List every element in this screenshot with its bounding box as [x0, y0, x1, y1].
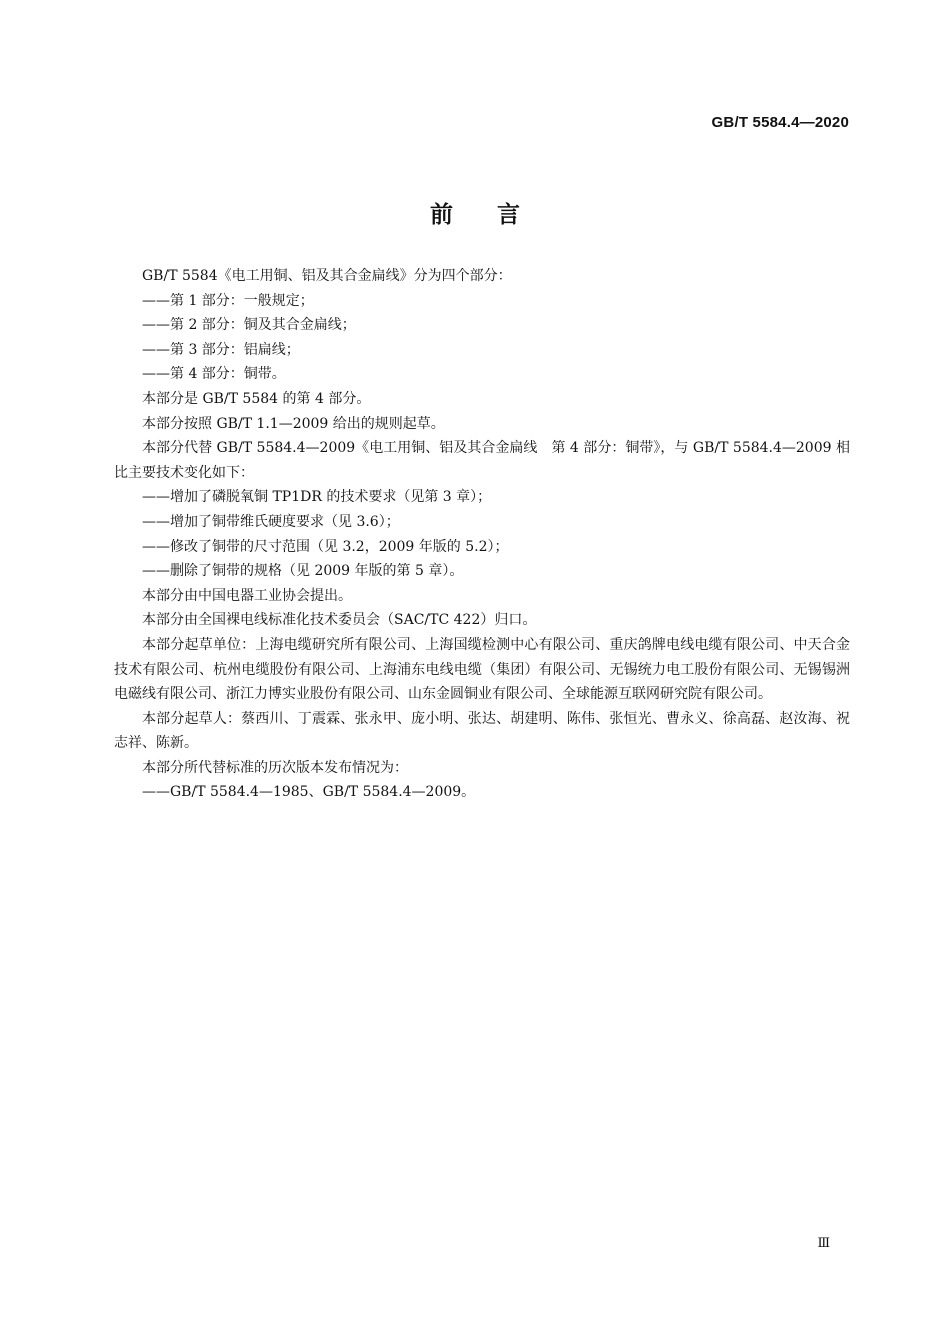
list-item-change-3: ——修改了铜带的尺寸范围（见 3.2，2009 年版的 5.2）；	[142, 538, 509, 555]
list-item-part-3: ——第 3 部分：铝扁线；	[142, 341, 300, 358]
paragraph-centralized-by: 本部分由全国裸电线标准化技术委员会（SAC/TC 422）归口。	[142, 612, 537, 629]
list-item-part-4: ——第 4 部分：铜带。	[142, 366, 286, 383]
paragraph-proposed-by: 本部分由中国电器工业协会提出。	[142, 587, 352, 604]
paragraph-history-intro: 本部分所代替标准的历次版本发布情况为：	[142, 759, 408, 776]
paragraph-drafting-units: 本部分起草单位：上海电缆研究所有限公司、上海国缆检测中心有限公司、重庆鸽牌电线电缆有限公司、中天合金技术有限公司、杭州电缆股份有限公司、上海浦东电线电缆（集团）有限公司、无锡统力电工股份有限公司、无锡锡洲电磁线有限公司、浙江力博实业股份有限公司、山东金圆铜业有限公司、全球能源互联网研究院有限公司。	[114, 636, 850, 703]
paragraph-drafting-rules: 本部分按照 GB/T 1.1—2009 给出的规则起草。	[142, 415, 445, 432]
list-item-part-2: ——第 2 部分：铜及其合金扁线；	[142, 317, 356, 334]
standard-code: GB/T 5584.4—2020	[711, 114, 849, 131]
foreword-body	[114, 264, 850, 805]
paragraph-drafters: 本部分起草人：蔡西川、丁震霖、张永甲、庞小明、张达、胡建明、陈伟、张恒光、曹永义、徐高磊、赵汝海、祝志祥、陈新。	[114, 710, 850, 752]
page-title	[0, 196, 950, 229]
paragraph-intro: GB/T 5584《电工用铜、铝及其合金扁线》分为四个部分：	[142, 268, 512, 284]
paragraph-replacement: 本部分代替 GB/T 5584.4—2009《电工用铜、铝及其合金扁线 第 4 部分：铜带》，与 GB/T 5584.4—2009 相比主要技术变化如下：	[114, 440, 850, 481]
list-item-change-4: ——删除了铜带的规格（见 2009 年版的第 5 章）。	[142, 563, 464, 580]
page-title-char-1: 前	[430, 202, 453, 228]
page-title-char-2: 言	[497, 202, 520, 228]
list-item-change-2: ——增加了铜带维氏硬度要求（见 3.6）；	[142, 513, 400, 530]
page-number: Ⅲ	[817, 1236, 830, 1251]
list-item-change-1: ——增加了磷脱氧铜 TP1DR 的技术要求（见第 3 章）；	[142, 489, 492, 506]
paragraph-part-statement: 本部分是 GB/T 5584 的第 4 部分。	[142, 390, 371, 407]
list-item-part-1: ——第 1 部分：一般规定；	[142, 292, 314, 309]
list-item-history: ——GB/T 5584.4—1985、GB/T 5584.4—2009。	[142, 784, 476, 801]
